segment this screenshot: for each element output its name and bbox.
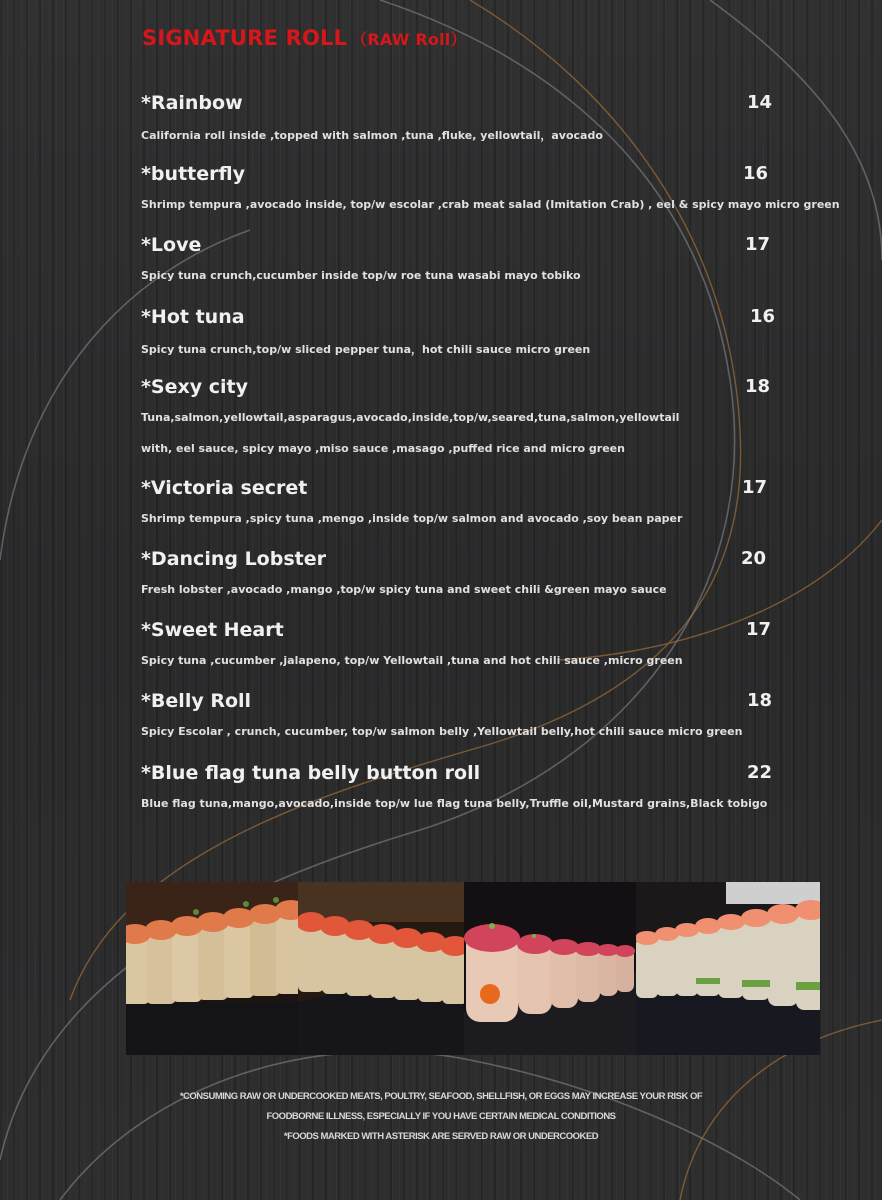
page-title	[142, 26, 467, 50]
item-price: 16	[743, 163, 769, 184]
item-description: Spicy tuna crunch,cucumber inside top/w roe tuna wasabi mayo tobiko	[141, 269, 581, 282]
title-text: SIGNATURE ROLL	[142, 26, 348, 50]
item-description: Tuna,salmon,yellowtail,asparagus,avocado,inside,top/w,seared,tuna,salmon,yellowtail	[141, 411, 680, 424]
item-name: *Rainbow	[141, 92, 243, 114]
sushi-photo-2	[298, 882, 464, 1055]
item-price: 17	[742, 477, 768, 498]
item-description: Blue flag tuna,mango,avocado,inside top/w lue flag tuna belly,Truffle oil,Mustard grains,Black tobigo	[141, 797, 768, 810]
item-name: *Sexy city	[141, 376, 249, 398]
footer-warning-line-1: *CONSUMING RAW OR UNDERCOOKED MEATS, POULTRY, SEAFOOD, SHELLFISH, OR EGGS MAY INCREASE YOUR RISK OF	[179, 1091, 703, 1102]
item-description: Spicy tuna crunch,top/w sliced pepper tuna，hot chili sauce micro green	[141, 343, 591, 356]
sushi-photo-strip	[126, 882, 820, 1055]
item-price: 22	[747, 762, 773, 783]
item-description: Shrimp tempura ,spicy tuna ,mengo ,inside top/w salmon and avocado ,soy bean paper	[141, 512, 683, 525]
item-description: Shrimp tempura ,avocado inside, top/w escolar ,crab meat salad (Imitation Crab) , eel & spicy mayo micro green	[141, 198, 840, 211]
sushi-photo-4	[636, 882, 820, 1055]
sushi-photo-1	[126, 882, 298, 1055]
item-price: 17	[746, 619, 772, 640]
item-price: 18	[745, 376, 771, 397]
footer-raw-note: *FOODS MARKED WITH ASTERISK ARE SERVED RAW OR UNDERCOOKED	[283, 1131, 599, 1142]
title-subtitle: （RAW Roll）	[351, 30, 467, 49]
item-name: *Sweet Heart	[141, 619, 284, 641]
item-name: *Hot tuna	[141, 306, 245, 328]
item-description: Spicy tuna ,cucumber ,jalapeno, top/w Yellowtail ,tuna and hot chili sauce ,micro green	[141, 654, 683, 667]
item-price: 17	[745, 234, 771, 255]
item-name: *Belly Roll	[141, 690, 252, 712]
item-price: 18	[747, 690, 773, 711]
sushi-photo-3	[464, 882, 636, 1055]
item-price: 16	[750, 306, 776, 327]
item-price: 20	[741, 548, 767, 569]
item-description-continued: with, eel sauce, spicy mayo ,miso sauce ,masago ,puffed rice and micro green	[141, 442, 625, 455]
footer-warning-line-2: FOODBORNE ILLNESS, ESPECIALLY IF YOU HAVE CERTAIN MEDICAL CONDITIONS	[266, 1111, 616, 1122]
item-name: *Blue flag tuna belly button roll	[141, 762, 481, 784]
item-description: Spicy Escolar , crunch, cucumber, top/w salmon belly ,Yellowtail belly,hot chili sauce micro green	[141, 725, 743, 738]
item-name: *Dancing Lobster	[141, 548, 326, 570]
item-description: California roll inside ,topped with salmon ,tuna ,fluke, yellowtail，avocado	[141, 129, 603, 142]
item-name: *Victoria secret	[141, 477, 308, 499]
item-price: 14	[747, 92, 773, 113]
item-description: Fresh lobster ,avocado ,mango ,top/w spicy tuna and sweet chili &green mayo sauce	[141, 583, 667, 596]
item-name: *butterfly	[141, 163, 245, 185]
item-name: *Love	[141, 234, 202, 256]
